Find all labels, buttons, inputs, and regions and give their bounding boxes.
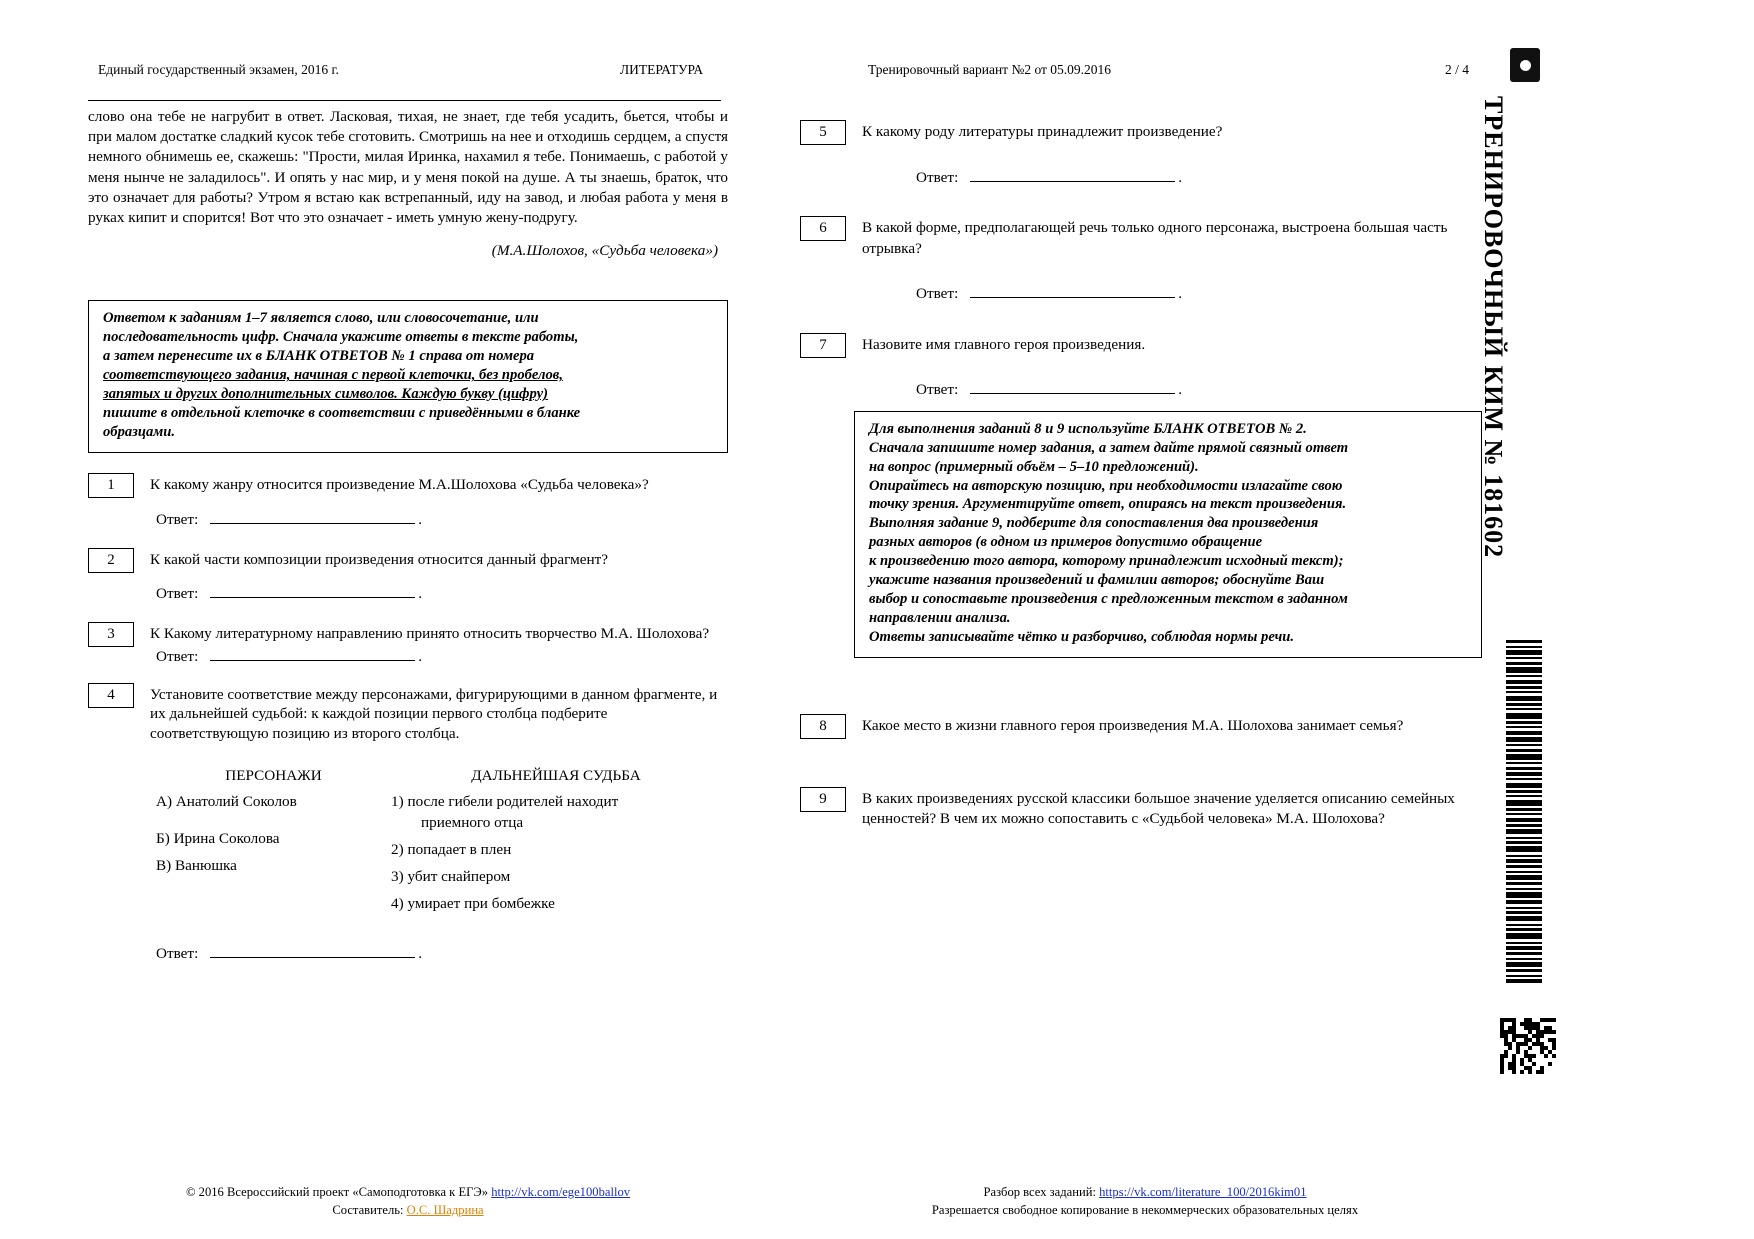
- footer-solutions-link[interactable]: https://vk.com/literature_100/2016kim01: [1099, 1184, 1307, 1199]
- answer-row[interactable]: Ответ: .: [916, 285, 1183, 303]
- footer-author-link[interactable]: О.С. Шадрина: [406, 1202, 484, 1217]
- task-4: [88, 685, 728, 964]
- answer-label: Ответ:: [156, 510, 199, 528]
- header-variant: Тренировочный вариант №2 от 05.09.2016: [868, 62, 1112, 77]
- instruction-box-right: [854, 411, 1482, 659]
- footer-right: [800, 1183, 1490, 1220]
- answer-blank[interactable]: [210, 583, 415, 598]
- matching-table: [156, 766, 728, 921]
- task-text: Какое место в жизни главного героя произведения М.А. Шолохова занимает семья?: [862, 717, 1404, 735]
- task-text: Установите соответствие между персонажами, фигурирующими в данном фрагменте, и их дальнейшей судьбой: к каждой позиции первого столбца подберите соответствующую позицию из второго столбца.: [150, 685, 718, 743]
- task-number: 8: [800, 714, 846, 739]
- matching-item-indent: приемного отца: [421, 813, 524, 831]
- task-8: [800, 716, 1490, 737]
- instruction-line: образцами.: [103, 424, 176, 441]
- matching-header: ПЕРСОНАЖИ: [225, 766, 322, 784]
- task-number: 2: [88, 548, 134, 573]
- qr-code-icon: [1500, 1018, 1556, 1074]
- task-number: 7: [800, 333, 846, 358]
- instruction-line: выбор и сопоставьте произведения с предложенным текстом в заданном: [869, 591, 1348, 608]
- instruction-line: пишите в отдельной клеточке в соответствии с приведёнными в бланке: [103, 405, 581, 422]
- instruction-line: разных авторов (в одном из примеров допустимо обращение: [869, 534, 1263, 551]
- instruction-line: Ответом к заданиям 1–7 является слово, или словосочетание, или: [103, 310, 539, 327]
- task-number: 1: [88, 473, 134, 498]
- instruction-line: Выполняя задание 9, подберите для сопоставления два произведения: [869, 515, 1319, 532]
- instruction-line: к произведению того автора, которому принадлежит исходный текст);: [869, 553, 1344, 570]
- task-text: К Какому литературному направлению принято относить творчество М.А. Шолохова?: [150, 625, 710, 643]
- answer-blank[interactable]: [970, 283, 1175, 298]
- footer-author-label: Составитель:: [332, 1202, 407, 1217]
- answer-row[interactable]: Ответ: .: [156, 944, 423, 962]
- task-text: К какому роду литературы принадлежит произведение?: [862, 123, 1223, 140]
- footer-author: [88, 1201, 728, 1219]
- answer-row[interactable]: Ответ: .: [156, 647, 423, 665]
- answer-label: Ответ:: [156, 647, 199, 665]
- task-1: [88, 475, 728, 530]
- matching-item-cont: [391, 813, 721, 832]
- task-number: 4: [88, 683, 134, 708]
- instruction-line: на вопрос (примерный объём – 5–10 предложений).: [869, 458, 1199, 475]
- task-number: 9: [800, 787, 846, 812]
- matching-header: ДАЛЬНЕЙШАЯ СУДЬБА: [471, 766, 641, 784]
- task-number: 3: [88, 622, 134, 647]
- header-exam-title: Единый государственный экзамен, 2016 г.: [98, 62, 339, 77]
- answer-label: Ответ:: [156, 585, 199, 603]
- answer-blank[interactable]: [970, 167, 1175, 182]
- footer-copyright-text: © 2016 Всероссийский проект «Самоподготовка к ЕГЭ»: [185, 1184, 492, 1199]
- task-6: [800, 218, 1490, 305]
- header-subject: ЛИТЕРАТУРА: [620, 62, 704, 77]
- task-text: В какой форме, предполагающей речь только одного персонажа, выстроена большая часть отрывка?: [862, 219, 1448, 257]
- instruction-line: запятых и других дополнительных символов. Каждую букву (цифру): [103, 386, 548, 403]
- instruction-line: Ответы записывайте чётко и разборчиво, соблюдая нормы речи.: [869, 629, 1295, 646]
- matching-item: 2) попадает в плен: [391, 840, 512, 858]
- passage-text: [88, 107, 728, 228]
- instruction-line: соответствующего задания, начиная с первой клеточки, без пробелов,: [103, 367, 563, 384]
- instruction-line: Сначала запишите номер задания, а затем дайте прямой связный ответ: [869, 439, 1349, 456]
- answer-label: Ответ:: [916, 285, 959, 303]
- matching-item: А) Анатолий Соколов: [156, 792, 297, 810]
- task-9: [800, 789, 1490, 830]
- answer-row[interactable]: Ответ: .: [156, 510, 423, 528]
- task-5: [800, 122, 1490, 188]
- footer-left: [88, 1183, 728, 1220]
- answer-row[interactable]: Ответ: .: [156, 585, 423, 603]
- answer-blank[interactable]: [210, 943, 415, 958]
- answer-blank[interactable]: [210, 509, 415, 524]
- answer-label: Ответ:: [916, 168, 959, 186]
- task-7: [800, 335, 1490, 401]
- footer-solutions-label: Разбор всех заданий:: [983, 1184, 1100, 1199]
- task-2: [88, 550, 728, 605]
- barcode-icon: [1506, 640, 1542, 980]
- circle-logo-icon: [1510, 48, 1540, 82]
- divider: [88, 100, 721, 101]
- answer-label: Ответ:: [916, 381, 959, 399]
- matching-column-characters: [156, 766, 391, 921]
- task-text: Назовите имя главного героя произведения.: [862, 335, 1146, 353]
- task-text: К какой части композиции произведения относится данный фрагмент?: [150, 550, 609, 568]
- vertical-kim-title: ТРЕНИРОВОЧНЫЙ КИМ № 181602: [1479, 96, 1508, 559]
- task-number: 6: [800, 216, 846, 241]
- matching-item: 3) убит снайпером: [391, 867, 511, 885]
- footer-solutions: [800, 1183, 1490, 1201]
- footer-copyright: [88, 1183, 728, 1201]
- instruction-line: направлении анализа.: [869, 610, 1011, 627]
- answer-blank[interactable]: [210, 646, 415, 661]
- matching-item: В) Ванюшка: [156, 856, 237, 874]
- task-3: [88, 624, 728, 667]
- answer-row[interactable]: Ответ: .: [916, 381, 1183, 399]
- instruction-line: последовательность цифр. Сначала укажите ответы в тексте работы,: [103, 329, 579, 346]
- task-number: 5: [800, 120, 846, 145]
- task-text: К какому жанру относится произведение М.А.Шолохова «Судьба человека»?: [150, 476, 649, 494]
- matching-item: Б) Ирина Соколова: [156, 829, 280, 847]
- instruction-line: Опирайтесь на авторскую позицию, при необходимости излагайте свою: [869, 477, 1343, 494]
- instruction-box-left: [88, 300, 728, 453]
- instruction-line: а затем перенесите их в БЛАНК ОТВЕТОВ № 1 справа от номера: [103, 348, 535, 365]
- passage-attribution: (М.А.Шолохов, «Судьба человека»): [491, 242, 718, 260]
- instruction-line: укажите названия произведений и фамилии авторов; обоснуйте Ваш: [869, 572, 1325, 589]
- left-column: [88, 100, 728, 963]
- task-text: В каких произведениях русской классики большое значение уделяется описанию семейных ценностей? В чем их можно сопоставить с «Судьбой человека» М.А. Шолохова?: [862, 789, 1455, 828]
- footer-license: Разрешается свободное копирование в некоммерческих образовательных целях: [931, 1202, 1359, 1217]
- right-column: [800, 100, 1490, 830]
- answer-blank[interactable]: [970, 379, 1175, 394]
- matching-item: 1) после гибели родителей находит: [391, 792, 619, 810]
- answer-label: Ответ:: [156, 944, 199, 962]
- passage-body: слово она тебе не нагрубит в ответ. Ласковая, тихая, не знает, где тебя усадить, бьется, чтобы и при малом достатке сладкий кусок тебе сготовить. Смотришь на нее и отходишь сердцем, а спустя немного обнимешь ее, скажешь: "Прости, милая Иринка, нахамил я тебе. Понимаешь, с работой у меня нынче не заладилось". И опять у нас мир, и у меня покой на душе. А ты знаешь, браток, что это означает для работы? Утром я встаю как встрепанный, иду на завод, и любая работа у меня в руках кипит и спорится! Вот что это означает - иметь умную жену-подругу.: [88, 108, 728, 227]
- instruction-line: точку зрения. Аргументируйте ответ, опираясь на текст произведения.: [869, 496, 1347, 513]
- page-number: 2 / 4: [1445, 62, 1470, 77]
- answer-row[interactable]: Ответ: .: [916, 168, 1183, 186]
- matching-item: 4) умирает при бомбежке: [391, 894, 555, 912]
- footer-link-vk[interactable]: http://vk.com/ege100ballov: [491, 1184, 631, 1199]
- instruction-line: Для выполнения заданий 8 и 9 используйте БЛАНК ОТВЕТОВ № 2.: [869, 420, 1307, 437]
- matching-column-fates: [391, 766, 721, 921]
